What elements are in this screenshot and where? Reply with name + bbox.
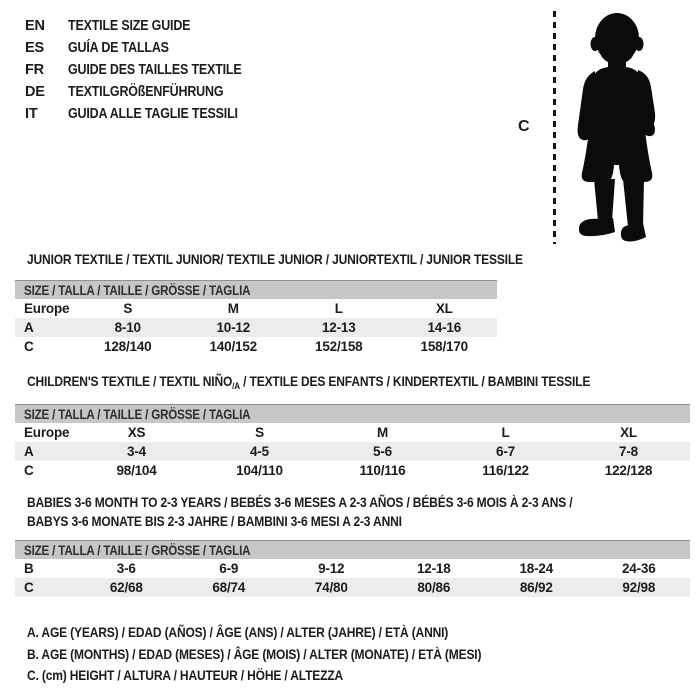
babies-size-table xyxy=(15,540,690,597)
children-section-title-text xyxy=(27,372,590,397)
table-cell: 12-13 xyxy=(321,320,356,335)
table-cell: 4-5 xyxy=(250,444,269,459)
language-code: DE xyxy=(25,84,45,100)
table-cell: 68/74 xyxy=(212,580,246,595)
table-cell: 116/122 xyxy=(482,463,529,478)
table-cell: 9-12 xyxy=(318,561,345,576)
row-label: C xyxy=(24,580,34,595)
table-cell: 122/128 xyxy=(604,463,653,478)
row-label: Europe xyxy=(24,301,70,316)
table-cell: XS xyxy=(127,425,146,440)
language-code: ES xyxy=(25,40,44,56)
table-cell: 3-4 xyxy=(127,444,146,459)
table-cell: 6-7 xyxy=(496,444,515,459)
junior-section-title xyxy=(27,250,604,269)
height-measure-figure xyxy=(515,5,693,250)
table-cell: 140/152 xyxy=(209,339,257,354)
size-header-label: SIZE / TALLA / TAILLE / GRÖSSE / TAGLIA xyxy=(24,542,251,558)
table-cell: 24-36 xyxy=(621,561,656,576)
table-cell: 14-16 xyxy=(427,320,462,335)
language-label: TEXTILGRÖßENFÜHRUNG xyxy=(68,84,224,100)
language-row-it xyxy=(25,103,270,125)
babies-section-title xyxy=(27,493,661,530)
size-header-row xyxy=(15,280,497,299)
footnote-legend xyxy=(27,624,555,689)
table-row-europe xyxy=(15,423,690,442)
babies-title-line1: BABIES 3-6 MONTH TO 2-3 YEARS / BEBÉS 3-6 MESES A 2-3 AÑOS / BÉBÉS 3-6 MOIS À 2-3 ANS / xyxy=(27,494,573,510)
table-cell: 104/110 xyxy=(236,463,283,478)
row-label: A xyxy=(24,320,34,335)
table-cell: 74/80 xyxy=(314,580,348,595)
table-cell: 12-18 xyxy=(416,561,451,576)
size-header-label: SIZE / TALLA / TAILLE / GRÖSSE / TAGLIA xyxy=(24,406,251,422)
table-cell: 62/68 xyxy=(109,580,143,595)
size-header-label: SIZE / TALLA / TAILLE / GRÖSSE / TAGLIA xyxy=(24,282,251,298)
table-row-age-months xyxy=(15,559,690,578)
table-cell: 110/116 xyxy=(359,463,406,478)
footnote-c xyxy=(27,667,555,689)
language-title-list xyxy=(25,15,270,125)
table-cell: M xyxy=(227,301,239,316)
language-row-fr xyxy=(25,59,270,81)
table-cell: 80/86 xyxy=(417,580,451,595)
junior-section-title-text: JUNIOR TEXTILE / TEXTIL JUNIOR/ TEXTILE JUNIOR / JUNIORTEXTIL / JUNIOR TESSILE xyxy=(27,251,523,267)
language-code: IT xyxy=(25,106,38,122)
junior-size-table xyxy=(15,280,497,356)
language-row-es xyxy=(25,37,270,59)
row-label: B xyxy=(24,561,34,576)
language-label: GUIDE DES TAILLES TEXTILE xyxy=(68,62,242,78)
table-cell: 128/140 xyxy=(104,339,152,354)
row-label: C xyxy=(24,463,34,478)
table-row-height-cm xyxy=(15,461,690,480)
table-cell: 10-12 xyxy=(216,320,251,335)
language-label: GUÍA DE TALLAS xyxy=(68,40,169,56)
table-row-europe xyxy=(15,299,497,318)
toddler-silhouette-icon xyxy=(562,7,668,247)
children-size-table xyxy=(15,404,690,480)
row-label: Europe xyxy=(24,425,70,440)
row-label: C xyxy=(24,339,34,354)
table-row-height-cm xyxy=(15,578,690,597)
table-cell: 5-6 xyxy=(373,444,392,459)
title-pre: CHILDREN'S TEXTILE / TEXTIL NIÑO xyxy=(27,373,233,389)
language-row-en xyxy=(25,15,270,37)
title-post: / TEXTILE DES ENFANTS / KINDERTEXTIL / BAMBINI TESSILE xyxy=(240,373,591,389)
footnote-a xyxy=(27,624,555,646)
language-label: TEXTILE SIZE GUIDE xyxy=(68,18,191,34)
table-cell: 158/170 xyxy=(420,339,468,354)
table-cell: 8-10 xyxy=(114,320,141,335)
language-row-de xyxy=(25,81,270,103)
table-row-age-years xyxy=(15,318,497,337)
table-cell: S xyxy=(255,425,264,440)
table-cell: 86/92 xyxy=(519,580,553,595)
title-subscript: /A xyxy=(232,381,241,392)
table-cell: 18-24 xyxy=(519,561,554,576)
table-cell: S xyxy=(123,301,133,316)
children-section-title xyxy=(27,372,682,397)
table-cell: L xyxy=(501,425,510,440)
row-label: A xyxy=(24,444,34,459)
language-code: FR xyxy=(25,62,44,78)
footnote-a-text: A. AGE (YEARS) / EDAD (AÑOS) / ÂGE (ANS) / ALTER (JAHRE) / ETÀ (ANNI) xyxy=(27,624,449,640)
language-code: EN xyxy=(25,18,45,34)
table-cell: XL xyxy=(435,301,453,316)
table-cell: M xyxy=(376,425,389,440)
footnote-b xyxy=(27,646,555,668)
size-header-row xyxy=(15,540,690,559)
height-dashed-line xyxy=(553,11,556,244)
height-measure-label: C xyxy=(518,118,530,135)
footnote-c-text: C. (cm) HEIGHT / ALTURA / HAUTEUR / HÖHE / ALTEZZA xyxy=(27,667,344,683)
table-cell: 92/98 xyxy=(622,580,656,595)
footnote-b-text: B. AGE (MONTHS) / EDAD (MESES) / ÂGE (MOIS) / ALTER (MONATE) / ETÀ (MESI) xyxy=(27,645,482,662)
table-cell: 152/158 xyxy=(315,339,363,354)
table-cell: 98/104 xyxy=(116,463,157,478)
language-label: GUIDA ALLE TAGLIE TESSILI xyxy=(68,106,238,122)
size-header-row xyxy=(15,404,690,423)
table-cell: XL xyxy=(620,425,637,440)
table-cell: 7-8 xyxy=(619,444,638,459)
table-cell: 3-6 xyxy=(116,561,136,576)
table-cell: 6-9 xyxy=(219,561,239,576)
table-row-height-cm xyxy=(15,337,497,356)
babies-title-line2: BABYS 3-6 MONATE BIS 2-3 JAHRE / BAMBINI 3-6 MESI A 2-3 ANNI xyxy=(27,512,402,529)
table-row-age-years xyxy=(15,442,690,461)
table-cell: L xyxy=(334,301,343,316)
